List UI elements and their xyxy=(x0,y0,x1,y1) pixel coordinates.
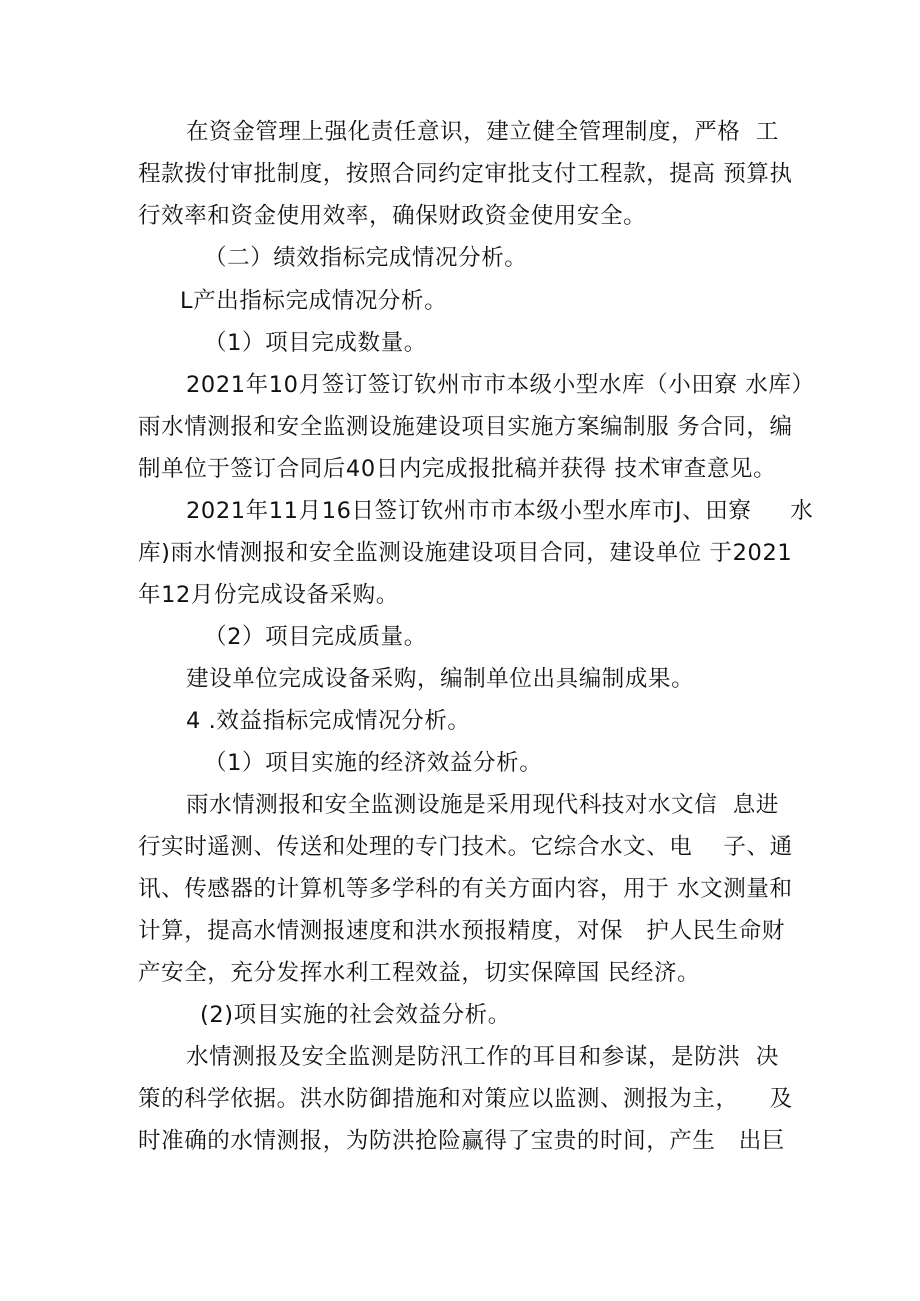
item-heading: （2）项目完成质量。 xyxy=(204,624,427,650)
text-line: 雨水情测报和安全监测设施是采用现代科技对水文信 息进 xyxy=(186,792,780,818)
text-line: 计算，提高水情测报速度和洪水预报精度，对保 护人民生命财 xyxy=(138,918,785,944)
text-line: 时准确的水情测报，为防洪抢险赢得了宝贵的时间，产生 出巨 xyxy=(138,1128,785,1154)
text-line: 库)雨水情测报和安全监测设施建设项目合同，建设单位 于2021 xyxy=(138,540,793,566)
item-heading: (2)项目实施的社会效益分析。 xyxy=(200,1002,511,1028)
text-line: 2021年10月签订签订钦州市市本级小型水库（小田寮 水库） xyxy=(186,372,815,398)
text-line: 水情测报及安全监测是防汛工作的耳目和参谋，是防洪 决 xyxy=(186,1044,780,1070)
section-heading: （二）绩效指标完成情况分析。 xyxy=(204,245,528,271)
text-line: 产安全，充分发挥水利工程效益，切实保障国 民经济。 xyxy=(138,960,701,986)
text-line: 建设单位完成设备采购，编制单位出具编制成果。 xyxy=(186,666,695,692)
text-line: 行效率和资金使用效率，确保财政资金使用安全。 xyxy=(138,203,647,229)
text-line: 雨水情测报和安全监测设施建设项目实施方案编制服 务合同，编 xyxy=(138,414,793,440)
text-line: 策的科学依据。洪水防御措施和对策应以监测、测报为主， 及 xyxy=(138,1086,793,1112)
text-line: 2021年11月16日签订钦州市市本级小型水库市J、田寮 水 xyxy=(186,498,814,524)
text-line: 行实时遥测、传送和处理的专门技术。它综合水文、电 子、通 xyxy=(138,834,793,860)
subsection-heading: L产出指标完成情况分析。 xyxy=(180,288,448,314)
text-line: 程款拨付审批制度，按照合同约定审批支付工程款，提高 预算执 xyxy=(138,161,793,187)
subsection-heading: 4 .效益指标完成情况分析。 xyxy=(186,708,471,734)
text-line: 讯、传感器的计算机等多学科的有关方面内容，用于 水文测量和 xyxy=(138,876,793,902)
item-heading: （1）项目实施的经济效益分析。 xyxy=(204,750,543,776)
item-heading: （1）项目完成数量。 xyxy=(204,330,427,356)
text-line: 年12月份完成设备采购。 xyxy=(138,582,399,608)
text-line: 制单位于签订合同后40日内完成报批稿并获得 技术审查意见。 xyxy=(138,456,777,482)
text-line: 在资金管理上强化责任意识，建立健全管理制度，严格 工 xyxy=(186,119,780,145)
